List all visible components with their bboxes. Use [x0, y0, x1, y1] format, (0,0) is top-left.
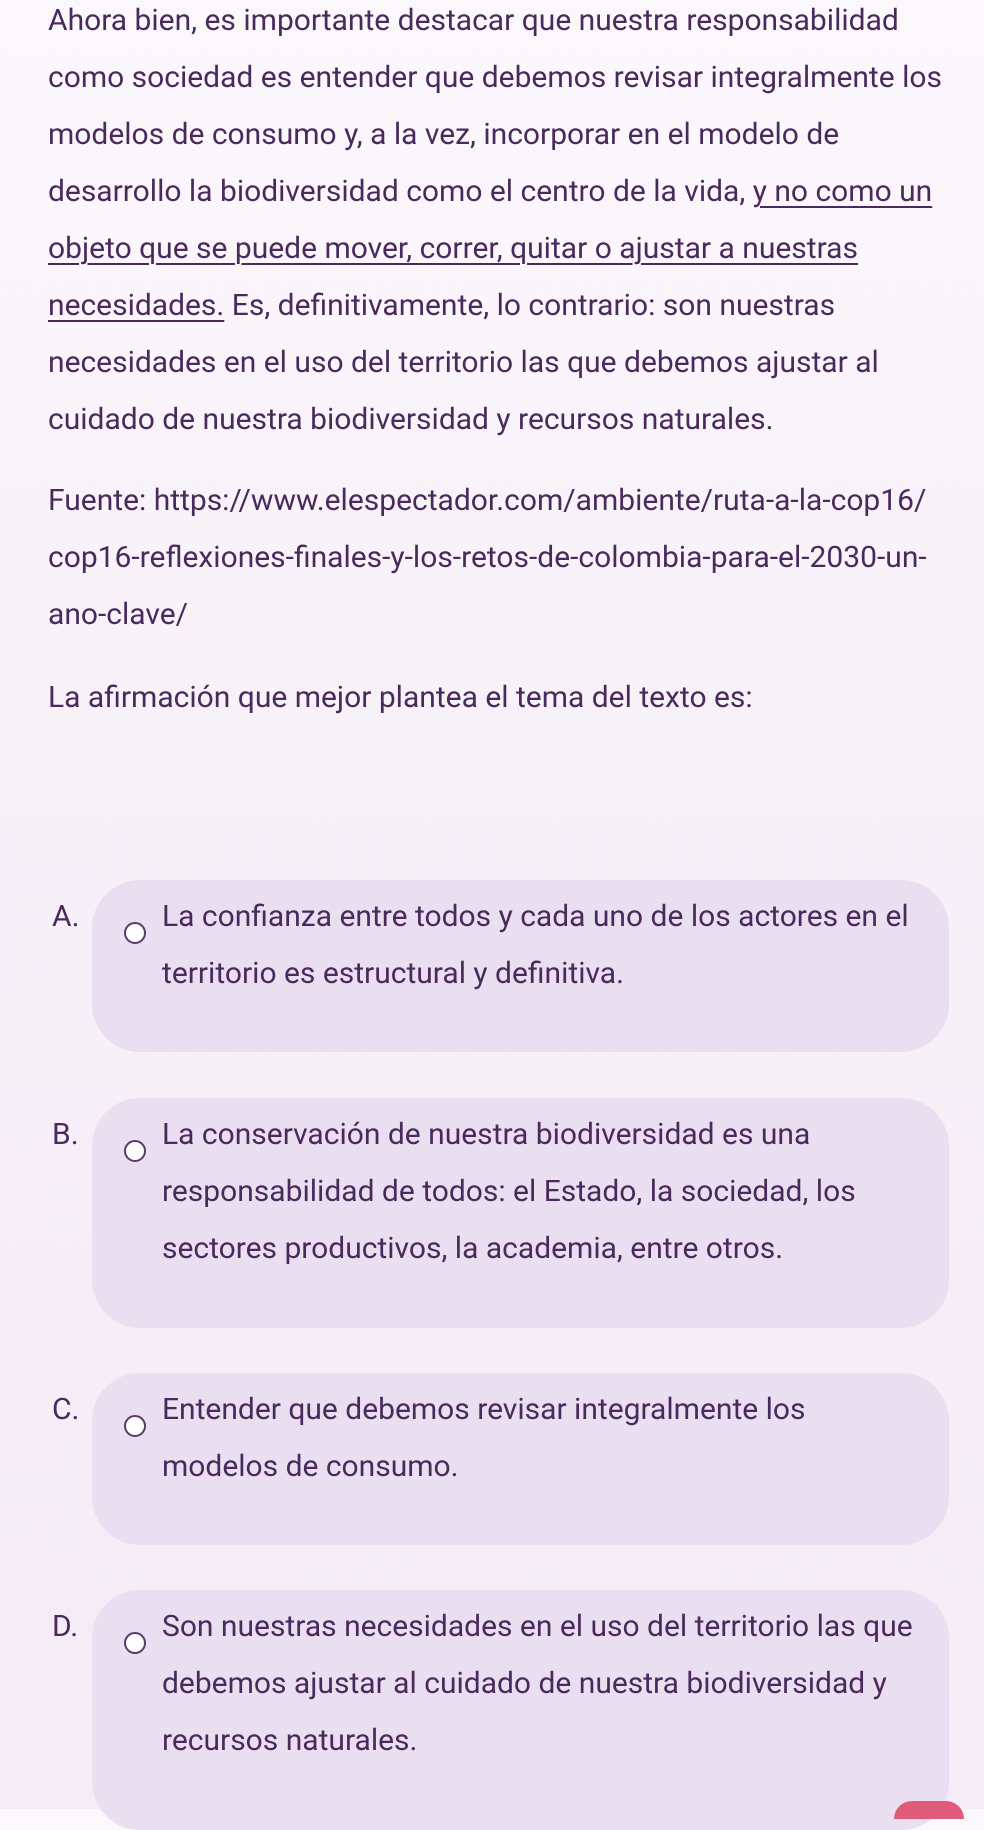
option-b-text: La conservación de nuestra biodiversidad es una responsabilidad de todos: el Estado, la sociedad, los sectores productivos, la academia, entre otros.	[162, 1117, 856, 1266]
option-c-button[interactable]	[92, 1373, 949, 1545]
option-letter-b: B.	[52, 1117, 79, 1152]
radio-icon[interactable]	[124, 1415, 146, 1437]
option-b-button[interactable]	[92, 1098, 949, 1328]
reading-passage	[48, 0, 948, 448]
radio-icon[interactable]	[124, 1140, 146, 1162]
radio-icon[interactable]	[124, 1632, 146, 1654]
passage-text-part2: Es, definitivamente, lo contrario: son nuestras necesidades en el uso del territorio las que debemos ajustar al cuidado de nuestra biodiversidad y recursos naturales.	[48, 288, 879, 437]
corner-badge	[894, 1801, 964, 1819]
option-c-text: Entender que debemos revisar integralmente los modelos de consumo.	[162, 1392, 806, 1484]
option-a-button[interactable]	[92, 880, 949, 1052]
option-letter-c: C.	[52, 1392, 80, 1427]
radio-icon[interactable]	[124, 922, 146, 944]
passage-text-part1: Ahora bien, es importante destacar que nuestra responsabilidad como sociedad es entender que debemos revisar integralmente los modelos de consumo y, a la vez, incorporar en el modelo de desarrollo la biodiversidad como el centro de la vida,	[48, 3, 942, 209]
passage-underlined-text: y no como un objeto que se puede mover, correr, quitar o ajustar a nuestras necesidades.	[48, 174, 933, 323]
question-prompt: La afirmación que mejor plantea el tema del texto es:	[48, 680, 753, 715]
option-a-text: La confianza entre todos y cada uno de los actores en el territorio es estructural y definitiva.	[162, 899, 909, 991]
option-letter-a: A.	[52, 899, 80, 934]
question-content	[48, 0, 948, 726]
option-letter-d: D.	[52, 1609, 79, 1644]
option-d-button[interactable]	[92, 1590, 949, 1830]
source-citation: Fuente: https://www.elespectador.com/ambiente/ruta-a-la-cop16/cop16-reflexiones-finales-y-los-retos-de-colombia-para-el-2030-un-ano-clave/	[48, 483, 927, 632]
option-d-text: Son nuestras necesidades en el uso del territorio las que debemos ajustar al cuidado de nuestra biodiversidad y recursos naturales.	[162, 1609, 913, 1758]
